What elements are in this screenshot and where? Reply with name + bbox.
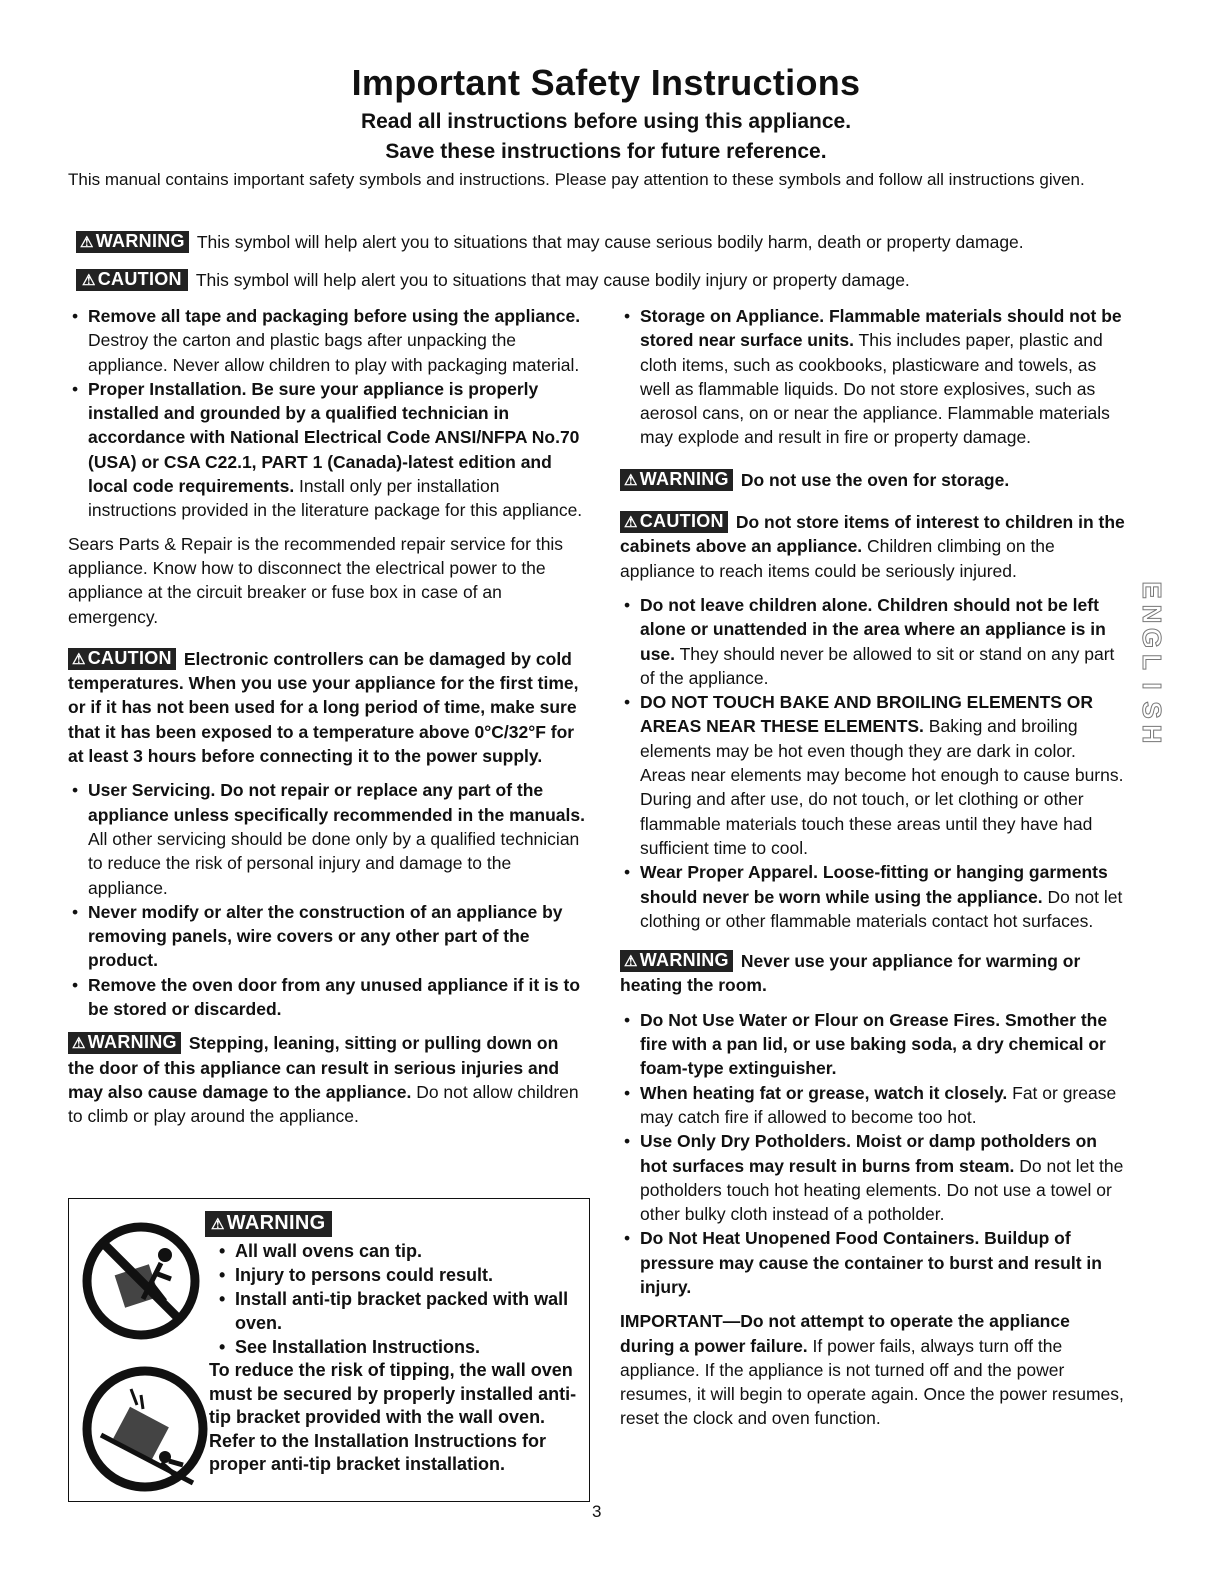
list-item: • Remove all tape and packaging before using the appliance. Destroy the carton and plastic bags after unpacking the appliance. Never allow children to play with packaging material.: [68, 304, 586, 377]
list-item: • DO NOT TOUCH BAKE AND BROILING ELEMENTS OR AREAS NEAR THESE ELEMENTS. Baking and broiling elements may be hot even though they are dark in color. Areas near elements may become hot enough to cause burns. During and after use, do not touch, or let clothing or other flammable materials touch these areas until they have had sufficient time to cool.: [620, 690, 1125, 860]
alert-triangle-icon: ⚠: [624, 471, 638, 489]
list-item: • Use Only Dry Potholders. Moist or damp potholders on hot surfaces may result in burns from steam. Do not let the potholders touch hot heating elements. Do not use a towel or other bulky cloth instead of a potholder.: [620, 1129, 1125, 1226]
warning-label: ⚠ WARNING: [76, 231, 189, 253]
legend-caution: ⚠ CAUTION This symbol will help alert you to situations that may cause bodily injury or property damage.: [76, 268, 1136, 292]
tipping-oven-icon: [81, 1365, 209, 1493]
list-item: • All wall ovens can tip.: [215, 1239, 587, 1263]
left-column: [68, 304, 586, 1129]
caution-controllers: ⚠ CAUTION Electronic controllers can be damaged by cold temperatures. When you use your appliance for the first time, or if it has not been used for a long period of time, make sure that it has been exposed to a temperature above 0°C/32°F for at least 3 hours before connecting it to the power supply.: [68, 647, 579, 767]
alert-triangle-icon: ⚠: [211, 1216, 225, 1233]
list-item: • Storage on Appliance. Flammable materials should not be stored near surface units. This includes paper, plastic and cloth items, such as cookbooks, plasticware and towels, as well as flammable liquids. Do not store explosives, such as aerosol cans, on or near the appliance. Flammable materials may explode and result in fire or property damage.: [620, 304, 1125, 450]
box-paragraph: To reduce the risk of tipping, the wall oven must be secured by properly installed anti-tip bracket provided with the wall oven. Refer to the Installation Instructions for proper anti-tip bracket installation.: [209, 1360, 577, 1474]
list-item: • Remove the oven door from any unused appliance if it is to be stored or discarded.: [68, 973, 586, 1022]
caution-label: ⚠ CAUTION: [76, 269, 188, 291]
page-number: 3: [592, 1502, 602, 1521]
list-item: • Do Not Heat Unopened Food Containers. Buildup of pressure may cause the container to burst and result in injury.: [620, 1226, 1125, 1299]
list-item: • Proper Installation. Be sure your appliance is properly installed and grounded by a qualified technician in accordance with National Electrical Code ANSI/NFPA No.70 (USA) or CSA C22.1, PART 1 (Canada)-latest edition and local code requirements. Install only per installation instructions provided in the literature package for this appliance.: [68, 377, 586, 523]
caution-label: ⚠ CAUTION: [620, 511, 728, 533]
box-bullet-list: [215, 1239, 587, 1359]
alert-triangle-icon: ⚠: [624, 953, 638, 971]
alert-triangle-icon: ⚠: [72, 650, 86, 668]
subtitle-save: Save these instructions for future reference.: [385, 140, 827, 163]
caution-cabinets: ⚠ CAUTION Do not store items of interest to children in the cabinets above an appliance. Children climbing on the appliance to reach items could be seriously injured.: [620, 511, 1125, 581]
list-item: • Injury to persons could result.: [215, 1263, 587, 1287]
bullet-list: [68, 778, 586, 1021]
legend-warning: ⚠ WARNING This symbol will help alert you to situations that may cause serious bodily harm, death or property damage.: [76, 230, 1136, 254]
warning-label: ⚠ WARNING: [205, 1211, 332, 1237]
caution-label: ⚠ CAUTION: [68, 648, 176, 670]
list-item: • Never modify or alter the construction of an appliance by removing panels, wire covers or any other part of the product.: [68, 900, 586, 973]
alert-triangle-icon: ⚠: [624, 514, 638, 532]
list-item: • See Installation Instructions.: [215, 1335, 587, 1359]
side-letter: G: [1137, 627, 1167, 649]
warning-label: ⚠ WARNING: [620, 950, 733, 972]
list-item: • User Servicing. Do not repair or replace any part of the appliance unless specifically recommended in the manuals. All other servicing should be done only by a qualified technician to reduce the risk of personal injury and damage to the appliance.: [68, 778, 586, 899]
side-letter: H: [1137, 724, 1167, 744]
side-letter: E: [1137, 581, 1167, 599]
side-letter: I: [1137, 682, 1167, 690]
bullet-list: [620, 304, 1125, 450]
alert-triangle-icon: ⚠: [82, 272, 96, 289]
warning-label: ⚠ WARNING: [68, 1032, 181, 1054]
list-item: • Do Not Use Water or Flour on Grease Fires. Smother the fire with a pan lid, or use baking soda, a dry chemical or foam-type extinguisher.: [620, 1008, 1125, 1081]
list-item: • When heating fat or grease, watch it closely. Fat or grease may catch fire if allowed to become too hot.: [620, 1081, 1125, 1130]
list-item: • Install anti-tip bracket packed with wall oven.: [215, 1287, 587, 1335]
no-tip-oven-icon: [81, 1221, 201, 1341]
intro-text: This manual contains important safety symbols and instructions. Please pay attention to these symbols and follow all instructions given.: [68, 170, 1085, 189]
side-letter: S: [1137, 701, 1167, 719]
alert-triangle-icon: ⚠: [80, 234, 94, 251]
sears-text: Sears Parts & Repair is the recommended repair service for this appliance. Know how to disconnect the electrical power to the appliance at the circuit breaker or fuse box in case of an emergency.: [68, 533, 564, 627]
anti-tip-warning-box: [68, 1198, 590, 1502]
side-letter: L: [1137, 654, 1167, 670]
subtitle-read: Read all instructions before using this appliance.: [360, 110, 852, 133]
warning-heating: ⚠ WARNING Never use your appliance for warming or heating the room.: [620, 950, 1081, 996]
bullet-list: [68, 304, 586, 523]
right-column: [620, 304, 1125, 1431]
list-item: • Wear Proper Apparel. Loose-fitting or hanging garments should never be worn while using the appliance. Do not let clothing or other flammable materials contact hot surfaces.: [620, 860, 1125, 933]
warning-label: ⚠ WARNING: [620, 469, 733, 491]
list-item: • Do not leave children alone. Children should not be left alone or unattended in the area where an appliance is in use. They should never be allowed to sit or stand on any part of the appliance.: [620, 593, 1125, 690]
important-power-failure: IMPORTANT—Do not attempt to operate the appliance during a power failure. If power fails, always turn off the appliance. If the appliance is not turned off and the power resumes, it will begin to operate again. Once the power resumes, reset the clock and oven function.: [620, 1311, 1124, 1429]
side-letter: N: [1137, 604, 1167, 624]
bullet-list: [620, 593, 1125, 933]
bullet-list: [620, 1008, 1125, 1300]
warning-storage: ⚠ WARNING Do not use the oven for storage.: [620, 468, 1125, 492]
box-warning-heading: [205, 1211, 340, 1237]
alert-triangle-icon: ⚠: [72, 1035, 86, 1053]
page-title: Important Safety Instructions: [351, 62, 861, 103]
warning-door: ⚠ WARNING Stepping, leaning, sitting or pulling down on the door of this appliance can result in serious injuries and may also cause damage to the appliance. Do not allow children to climb or play around the appliance.: [68, 1032, 579, 1127]
language-side-label: [1134, 578, 1170, 746]
